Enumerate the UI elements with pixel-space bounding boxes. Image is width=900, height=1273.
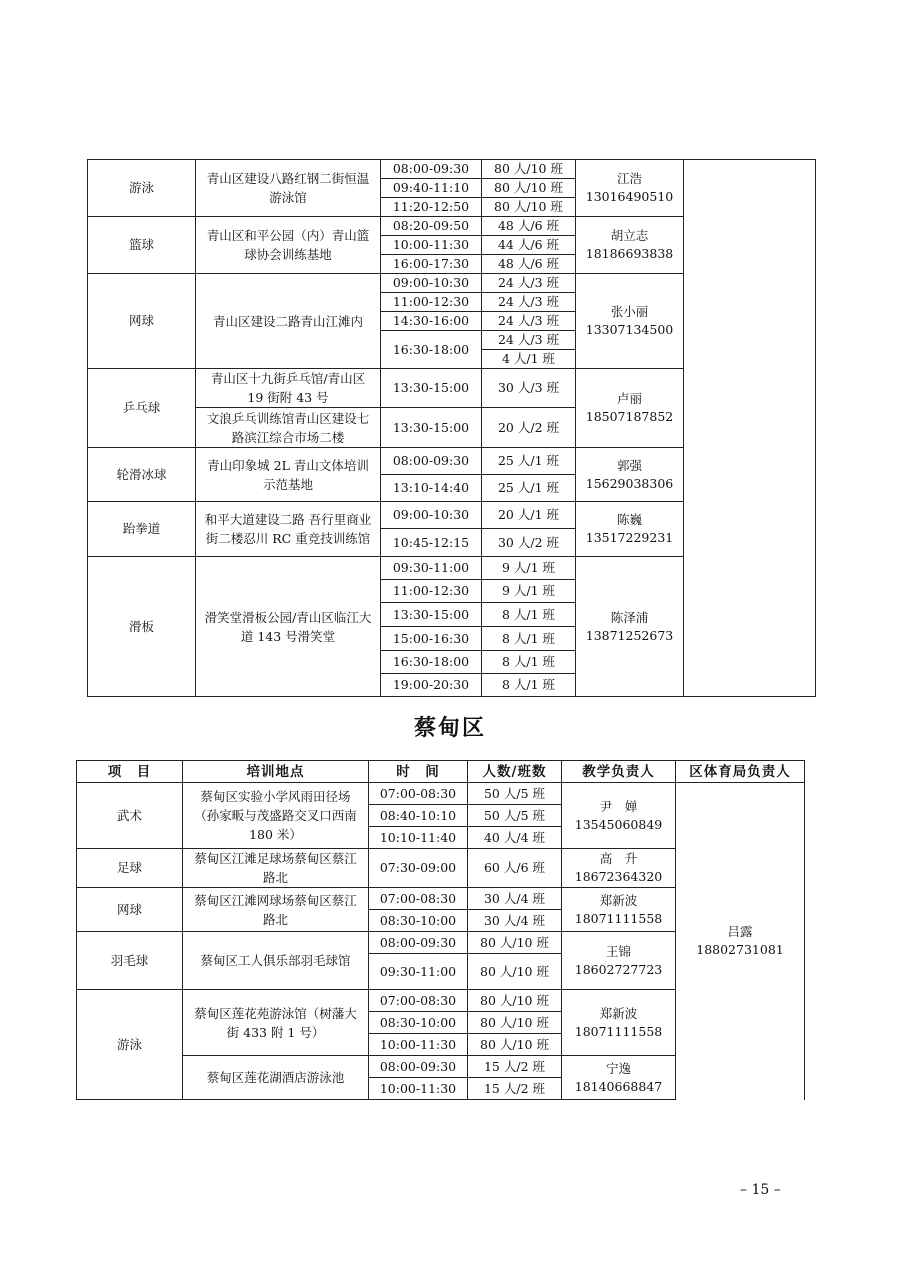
time-cell: 11:00-12:30 [381, 293, 482, 312]
location-cell: 蔡甸区实验小学风雨田径场（孙家畈与茂盛路交叉口西南 180 米） [183, 783, 369, 849]
size-cell: 20 人/1 班 [482, 502, 576, 529]
header-size: 人数/班数 [468, 761, 562, 783]
size-cell: 30 人/2 班 [482, 529, 576, 557]
teacher-cell [562, 990, 676, 1056]
time-cell: 10:00-11:30 [369, 1078, 468, 1100]
size-cell: 24 人/3 班 [482, 331, 576, 350]
size-cell: 80 人/10 班 [482, 160, 576, 179]
size-cell: 8 人/1 班 [482, 627, 576, 651]
size-cell: 80 人/10 班 [468, 1034, 562, 1056]
bureau-name: 吕露 [727, 924, 753, 940]
size-cell: 24 人/3 班 [482, 312, 576, 331]
location-cell: 蔡甸区莲花湖酒店游泳池 [183, 1056, 369, 1100]
table-row [88, 160, 816, 179]
size-cell: 15 人/2 班 [468, 1056, 562, 1078]
sport-cell: 武术 [77, 783, 183, 849]
teacher-phone: 13545060849 [574, 816, 663, 832]
teacher-name: 胡立志 [610, 228, 649, 243]
table-row [77, 783, 805, 805]
time-cell: 07:00-08:30 [369, 990, 468, 1012]
time-cell: 07:00-08:30 [369, 888, 468, 910]
size-cell: 30 人/4 班 [468, 910, 562, 932]
teacher-phone: 13307134500 [585, 322, 674, 337]
teacher-cell [562, 932, 676, 990]
time-cell: 16:00-17:30 [381, 255, 482, 274]
size-cell: 80 人/10 班 [468, 954, 562, 990]
header-sport: 项 目 [77, 761, 183, 783]
teacher-cell [576, 502, 684, 557]
teacher-name: 宁逸 [605, 1060, 631, 1076]
sport-cell: 跆拳道 [88, 502, 196, 557]
time-cell: 10:00-11:30 [381, 236, 482, 255]
teacher-name: 卢丽 [616, 391, 642, 406]
time-cell: 08:00-09:30 [369, 1056, 468, 1078]
location-cell: 青山区建设二路青山江滩内 [196, 274, 381, 369]
location-cell: 蔡甸区莲花苑游泳馆（树藩大街 433 附 1 号） [183, 990, 369, 1056]
sport-cell: 网球 [77, 888, 183, 932]
teacher-phone: 13517229231 [585, 530, 674, 545]
page-number: – 15 – [740, 1182, 781, 1198]
time-cell: 08:20-09:50 [381, 217, 482, 236]
size-cell: 44 人/6 班 [482, 236, 576, 255]
location-cell: 滑笑堂滑板公园/青山区临江大道 143 号滑笑堂 [196, 557, 381, 697]
time-cell: 09:30-11:00 [381, 557, 482, 580]
location-cell: 青山印象城 2L 青山文体培训示范基地 [196, 448, 381, 502]
time-cell: 09:00-10:30 [381, 274, 482, 293]
teacher-name: 王锦 [605, 943, 631, 959]
table-header-row [77, 761, 805, 783]
location-cell: 青山区十九街乒乓馆/青山区 19 街附 43 号 [196, 369, 381, 408]
teacher-name: 郑新波 [599, 1005, 638, 1021]
time-cell: 19:00-20:30 [381, 674, 482, 697]
time-cell: 08:00-09:30 [381, 160, 482, 179]
teacher-cell [576, 369, 684, 448]
time-cell: 15:00-16:30 [381, 627, 482, 651]
teacher-phone: 18140668847 [574, 1078, 663, 1094]
teacher-name: 尹 婵 [599, 798, 638, 814]
sport-cell: 网球 [88, 274, 196, 369]
time-cell: 16:30-18:00 [381, 331, 482, 369]
teacher-phone: 18071111558 [574, 910, 663, 926]
size-cell: 48 人/6 班 [482, 255, 576, 274]
size-cell: 4 人/1 班 [482, 350, 576, 369]
teacher-phone: 18186693838 [585, 246, 674, 261]
location-cell: 文浪乒乓训练馆青山区建设七路滨江综合市场二楼 [196, 408, 381, 448]
teacher-phone: 13871252673 [585, 627, 674, 643]
time-cell: 09:00-10:30 [381, 502, 482, 529]
header-location: 培训地点 [183, 761, 369, 783]
teacher-phone: 13016490510 [585, 189, 674, 204]
location-cell: 和平大道建设二路 吾行里商业街二楼忍川 RC 重竞技训练馆 [196, 502, 381, 557]
sport-cell: 羽毛球 [77, 932, 183, 990]
teacher-name: 郑新波 [599, 892, 638, 908]
size-cell: 50 人/5 班 [468, 805, 562, 827]
size-cell: 9 人/1 班 [482, 580, 576, 603]
size-cell: 8 人/1 班 [482, 651, 576, 674]
location-cell: 青山区建设八路红钢二街恒温游泳馆 [196, 160, 381, 217]
location-cell: 蔡甸区江滩网球场蔡甸区蔡江路北 [183, 888, 369, 932]
size-cell: 80 人/10 班 [482, 179, 576, 198]
teacher-cell [562, 888, 676, 932]
size-cell: 40 人/4 班 [468, 827, 562, 849]
teacher-name: 陈巍 [616, 512, 642, 527]
sport-cell: 游泳 [88, 160, 196, 217]
teacher-name: 高 升 [599, 851, 638, 866]
size-cell: 30 人/3 班 [482, 369, 576, 408]
sport-cell: 篮球 [88, 217, 196, 274]
time-cell: 08:30-10:00 [369, 1012, 468, 1034]
time-cell: 08:00-09:30 [369, 932, 468, 954]
teacher-name: 郭强 [616, 457, 642, 473]
teacher-cell [576, 160, 684, 217]
time-cell: 09:40-11:10 [381, 179, 482, 198]
time-cell: 10:00-11:30 [369, 1034, 468, 1056]
size-cell: 80 人/10 班 [468, 990, 562, 1012]
time-cell: 08:30-10:00 [369, 910, 468, 932]
teacher-cell [562, 849, 676, 888]
location-cell: 蔡甸区江滩足球场蔡甸区蔡江路北 [183, 849, 369, 888]
teacher-phone: 18602727723 [574, 961, 663, 977]
bureau-blank-cell [684, 160, 816, 697]
sport-cell: 乒乓球 [88, 369, 196, 448]
size-cell: 8 人/1 班 [482, 674, 576, 697]
size-cell: 30 人/4 班 [468, 888, 562, 910]
caidian-schedule-table [76, 760, 805, 1100]
time-cell: 07:00-08:30 [369, 783, 468, 805]
teacher-name: 张小丽 [610, 304, 649, 319]
location-cell: 青山区和平公园（内）青山篮球协会训练基地 [196, 217, 381, 274]
size-cell: 24 人/3 班 [482, 274, 576, 293]
time-cell: 11:00-12:30 [381, 580, 482, 603]
size-cell: 25 人/1 班 [482, 475, 576, 502]
header-teacher: 教学负责人 [562, 761, 676, 783]
sport-cell: 游泳 [77, 990, 183, 1100]
size-cell: 80 人/10 班 [468, 1012, 562, 1034]
size-cell: 80 人/10 班 [468, 932, 562, 954]
header-bureau: 区体育局负责人 [676, 761, 805, 783]
time-cell: 13:30-15:00 [381, 603, 482, 627]
time-cell: 13:10-14:40 [381, 475, 482, 502]
header-time: 时 间 [369, 761, 468, 783]
size-cell: 80 人/10 班 [482, 198, 576, 217]
qingshan-schedule-table [87, 159, 816, 697]
time-cell: 16:30-18:00 [381, 651, 482, 674]
time-cell: 14:30-16:00 [381, 312, 482, 331]
teacher-phone: 18507187852 [585, 409, 674, 424]
size-cell: 20 人/2 班 [482, 408, 576, 448]
size-cell: 50 人/5 班 [468, 783, 562, 805]
time-cell: 10:10-11:40 [369, 827, 468, 849]
time-cell: 13:30-15:00 [381, 408, 482, 448]
teacher-cell [576, 274, 684, 369]
teacher-cell [562, 783, 676, 849]
time-cell: 08:40-10:10 [369, 805, 468, 827]
time-cell: 13:30-15:00 [381, 369, 482, 408]
teacher-phone: 15629038306 [585, 475, 674, 491]
teacher-phone: 18672364320 [574, 869, 663, 884]
size-cell: 24 人/3 班 [482, 293, 576, 312]
size-cell: 25 人/1 班 [482, 448, 576, 475]
size-cell: 60 人/6 班 [468, 849, 562, 888]
teacher-name: 江浩 [616, 171, 642, 186]
teacher-cell [576, 557, 684, 697]
sport-cell: 足球 [77, 849, 183, 888]
size-cell: 48 人/6 班 [482, 217, 576, 236]
teacher-cell [576, 217, 684, 274]
teacher-phone: 18071111558 [574, 1023, 663, 1039]
sport-cell: 轮滑冰球 [88, 448, 196, 502]
section-title: 蔡甸区 [413, 715, 486, 741]
teacher-cell [562, 1056, 676, 1100]
teacher-cell [576, 448, 684, 502]
location-cell: 蔡甸区工人俱乐部羽毛球馆 [183, 932, 369, 990]
time-cell: 07:30-09:00 [369, 849, 468, 888]
teacher-name: 陈泽浦 [610, 609, 649, 625]
time-cell: 09:30-11:00 [369, 954, 468, 990]
time-cell: 10:45-12:15 [381, 529, 482, 557]
size-cell: 9 人/1 班 [482, 557, 576, 580]
size-cell: 8 人/1 班 [482, 603, 576, 627]
time-cell: 11:20-12:50 [381, 198, 482, 217]
size-cell: 15 人/2 班 [468, 1078, 562, 1100]
time-cell: 08:00-09:30 [381, 448, 482, 475]
sport-cell: 滑板 [88, 557, 196, 697]
bureau-cell [676, 783, 805, 1100]
bureau-phone: 18802731081 [696, 942, 784, 958]
